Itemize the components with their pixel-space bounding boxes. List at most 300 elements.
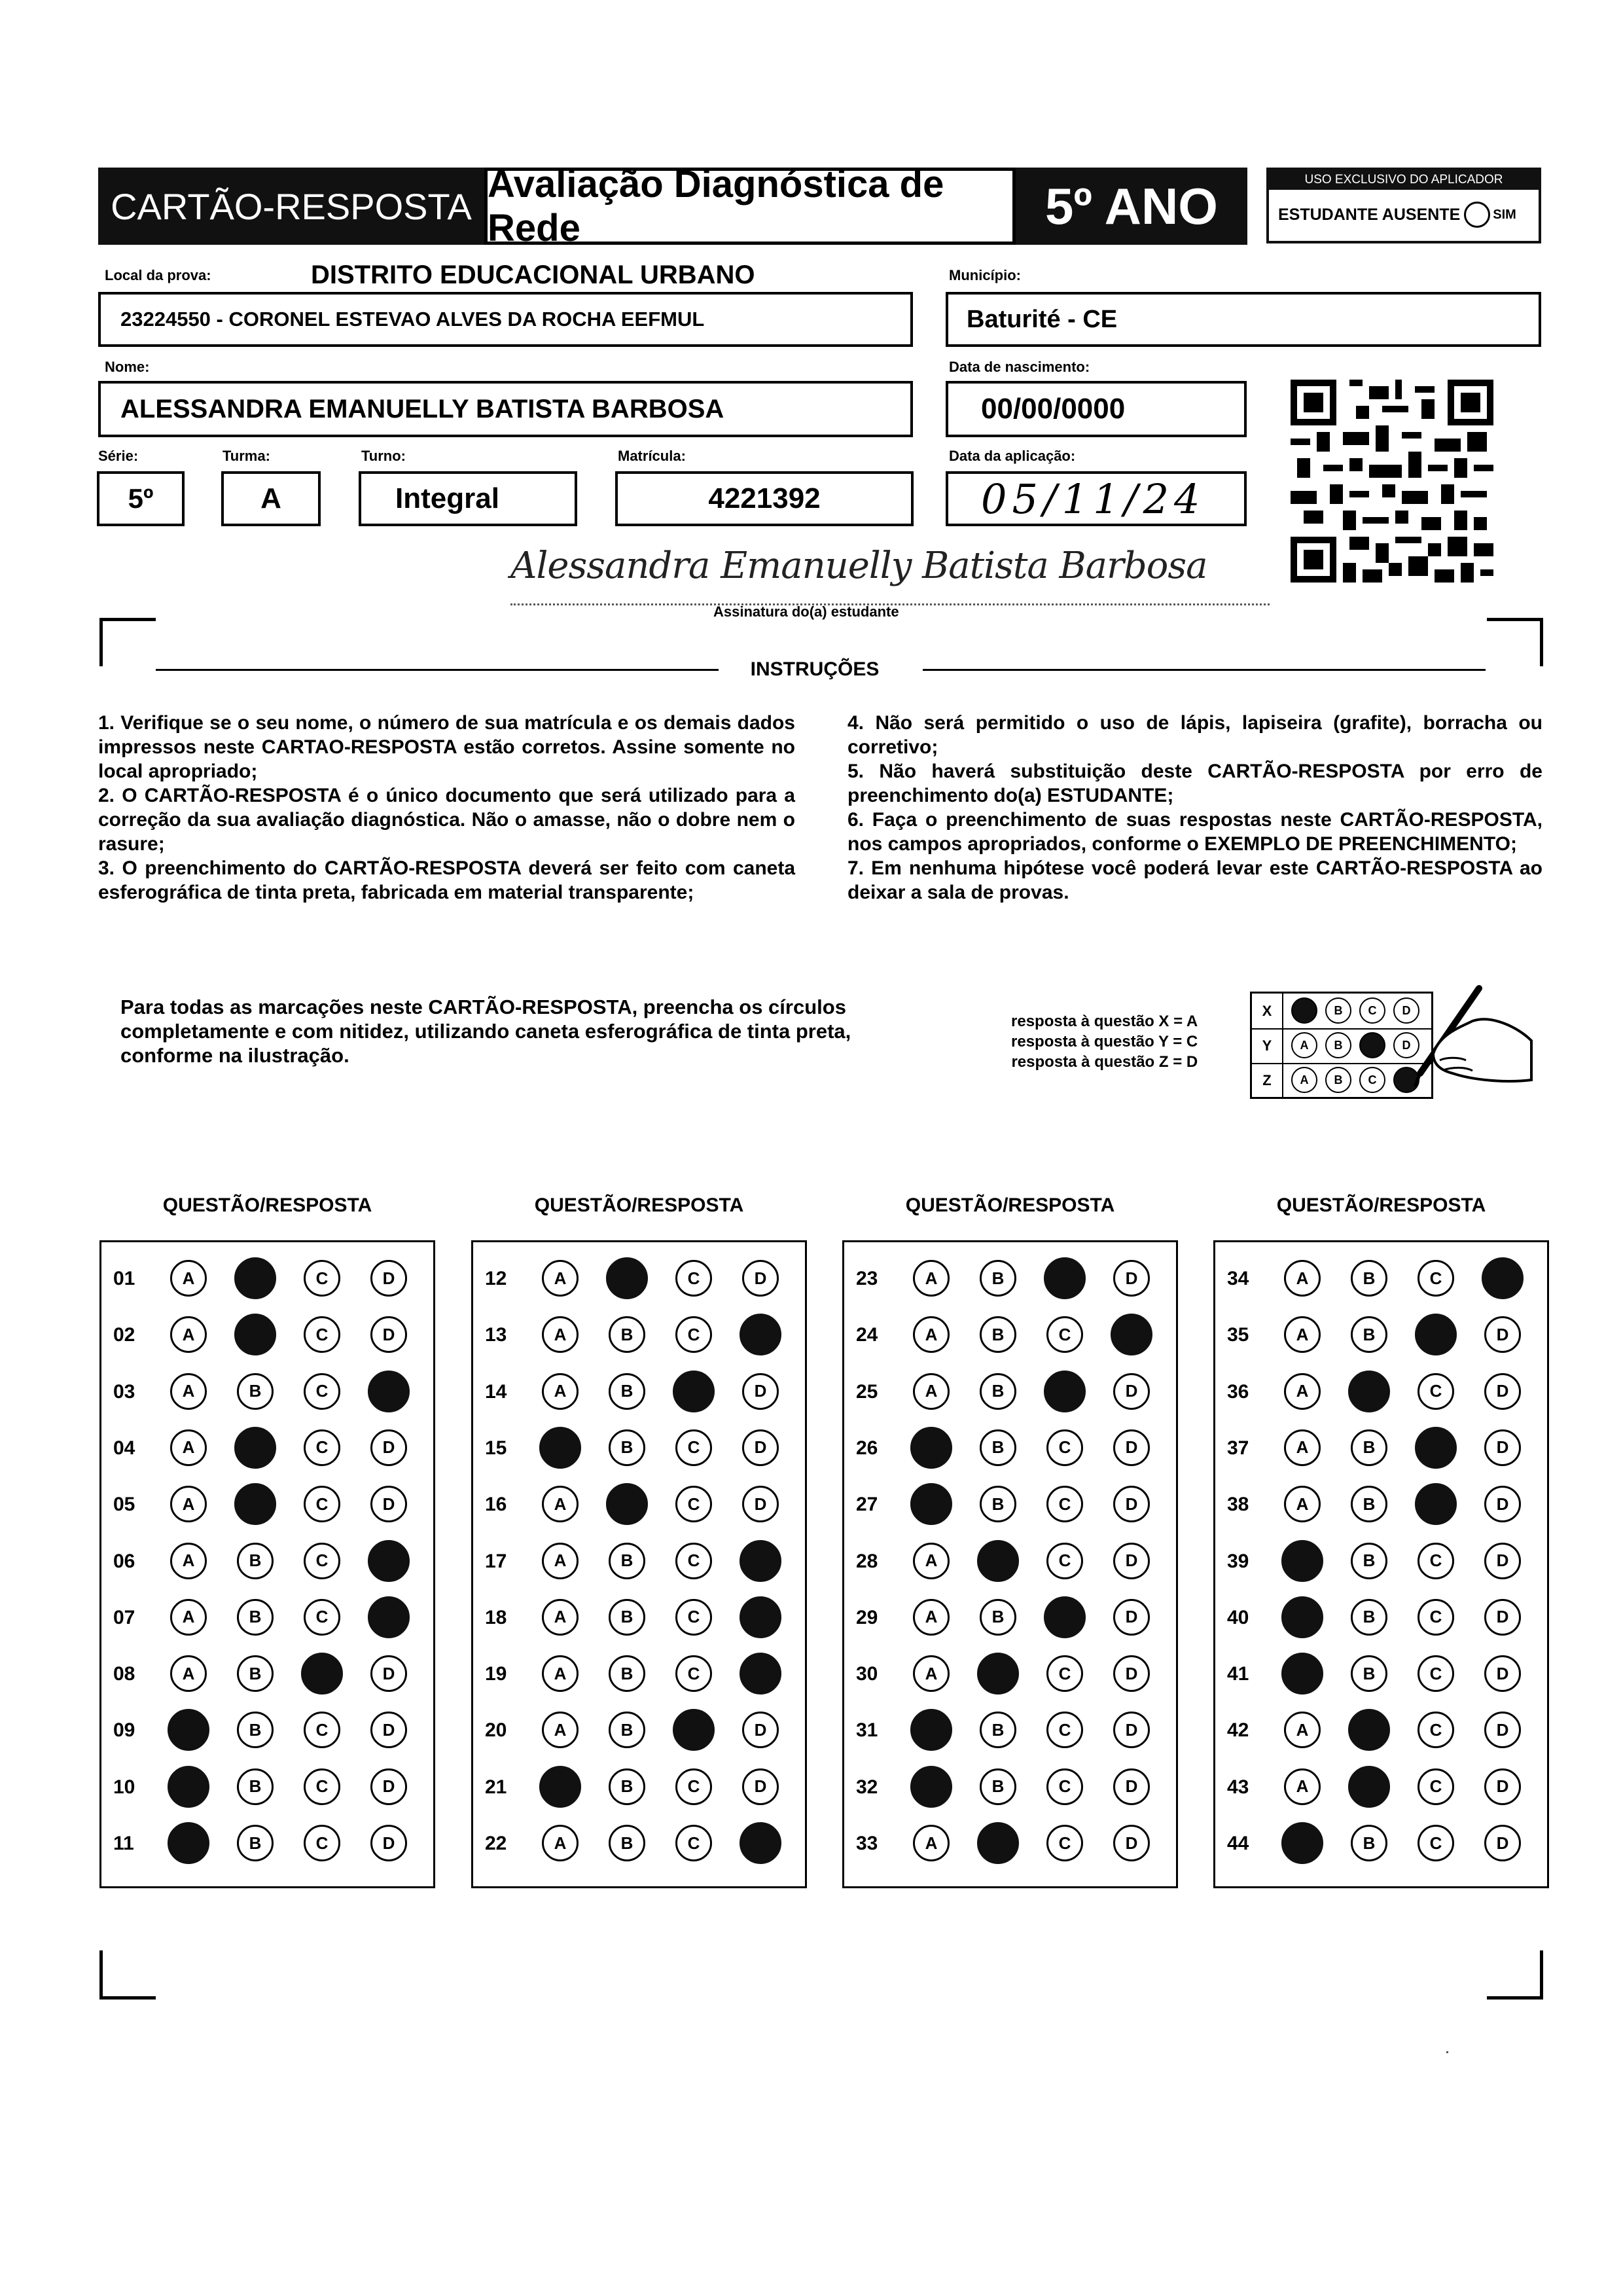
answer-bubble-a[interactable] — [1281, 1653, 1323, 1695]
question-number: 25 — [856, 1380, 878, 1403]
answer-bubble-c[interactable]: C — [675, 1543, 712, 1579]
answer-bubble-a[interactable] — [910, 1709, 952, 1751]
answer-bubble-c[interactable]: C — [1418, 1373, 1454, 1410]
answer-bubble-d[interactable]: D — [1113, 1543, 1150, 1579]
answer-bubble-a[interactable]: A — [542, 1260, 579, 1297]
answer-column-4 — [1213, 1240, 1549, 1888]
answer-bubble-b[interactable]: B — [980, 1768, 1016, 1805]
instructions-title: INSTRUÇÕES — [750, 658, 880, 680]
instruction-2: 2. O CARTÃO-RESPOSTA é o único documento que será utilizado para a correção da sua avaliação diagnóstica. Não o amasse, não o dobre nem o rasure; — [98, 785, 795, 855]
answer-bubble-a[interactable] — [539, 1766, 581, 1808]
answer-bubble-b[interactable]: B — [609, 1429, 645, 1466]
answer-bubble-a[interactable]: A — [913, 1373, 950, 1410]
answer-bubble-b[interactable]: B — [237, 1655, 274, 1692]
column-title: QUESTÃO/RESPOSTA — [905, 1194, 1115, 1216]
answer-bubble-c[interactable]: C — [304, 1768, 340, 1805]
answer-bubble-d[interactable]: D — [1484, 1712, 1521, 1748]
answer-bubble-a[interactable]: A — [170, 1316, 207, 1353]
question-number: 38 — [1227, 1494, 1249, 1516]
question-number: 20 — [485, 1719, 507, 1742]
question-number: 31 — [856, 1719, 878, 1742]
question-row — [1215, 1260, 1547, 1299]
question-row — [473, 1712, 805, 1751]
crop-mark-tr-v — [1540, 618, 1543, 666]
question-row — [101, 1712, 433, 1751]
question-number: 05 — [113, 1494, 135, 1516]
question-number: 29 — [856, 1606, 878, 1628]
question-number: 40 — [1227, 1606, 1249, 1628]
answer-bubble-c[interactable]: C — [1046, 1825, 1083, 1861]
question-number: 07 — [113, 1606, 135, 1628]
question-number: 10 — [113, 1776, 135, 1798]
answer-bubble-a[interactable] — [1281, 1822, 1323, 1864]
answer-bubble-a[interactable]: A — [913, 1316, 950, 1353]
instruction-6: 6. Faça o preenchimento de suas respostas neste CARTÃO-RESPOSTA, nos campos apropriados, conforme o EXEMPLO DE PREENCHIMENTO; — [847, 809, 1543, 855]
answer-bubble-b[interactable]: B — [980, 1260, 1016, 1297]
instruction-3: 3. O preenchimento do CARTÃO-RESPOSTA deverá ser feito com caneta esferográfica de tinta preta, fabricada em material transparente; — [98, 857, 795, 903]
answer-bubble-d[interactable] — [740, 1822, 781, 1864]
answer-bubble-d[interactable]: D — [370, 1260, 407, 1297]
answer-bubble-b[interactable]: B — [1351, 1543, 1387, 1579]
answer-bubble-a[interactable]: A — [913, 1825, 950, 1861]
column-title: QUESTÃO/RESPOSTA — [1276, 1194, 1486, 1216]
turma-label: Turma: — [223, 448, 270, 464]
question-number: 36 — [1227, 1380, 1249, 1403]
example-row-label: X — [1252, 994, 1283, 1028]
question-row — [101, 1543, 433, 1582]
answer-bubble-c[interactable]: C — [675, 1655, 712, 1692]
answer-bubble-b[interactable]: B — [1351, 1260, 1387, 1297]
answer-bubble-a[interactable]: A — [542, 1599, 579, 1636]
answer-bubble-d[interactable] — [1111, 1314, 1152, 1355]
answer-bubble-a[interactable]: A — [542, 1316, 579, 1353]
question-row — [101, 1486, 433, 1525]
answer-bubble-d[interactable]: D — [370, 1655, 407, 1692]
answer-bubble-a[interactable]: A — [913, 1599, 950, 1636]
answer-bubble-a[interactable]: A — [542, 1712, 579, 1748]
answer-bubble-b[interactable]: B — [609, 1655, 645, 1692]
answer-bubble-d[interactable]: D — [742, 1486, 779, 1522]
answer-bubble-c[interactable]: C — [304, 1599, 340, 1636]
answer-bubble-b[interactable] — [1348, 1371, 1390, 1412]
answer-bubble-c[interactable]: C — [304, 1486, 340, 1522]
answer-bubble-c[interactable]: C — [1418, 1599, 1454, 1636]
question-number: 19 — [485, 1663, 507, 1685]
answer-bubble-d[interactable]: D — [370, 1486, 407, 1522]
answer-bubble-b[interactable]: B — [980, 1373, 1016, 1410]
fill-instruction: Para todas as marcações neste CARTÃO-RESPOSTA, preencha os círculos completamente e com nitidez, utilizando caneta esferográfica de tinta preta, conforme na ilustração. — [120, 996, 851, 1067]
question-number: 09 — [113, 1719, 135, 1742]
answer-bubble-d[interactable] — [740, 1314, 781, 1355]
answer-bubble-c[interactable]: C — [675, 1768, 712, 1805]
answer-bubble-b[interactable]: B — [237, 1712, 274, 1748]
nascimento-field: 00/00/0000 — [946, 381, 1247, 437]
answer-bubble-c[interactable]: C — [1046, 1768, 1083, 1805]
answer-bubble-d[interactable]: D — [370, 1825, 407, 1861]
exam-title: Avaliação Diagnóstica de Rede — [484, 168, 1016, 245]
question-row — [1215, 1316, 1547, 1355]
answer-bubble-b[interactable] — [1348, 1766, 1390, 1808]
answer-bubble-a[interactable]: A — [1284, 1712, 1321, 1748]
answer-bubble-d[interactable]: D — [742, 1429, 779, 1466]
answer-bubble-d[interactable]: D — [1113, 1768, 1150, 1805]
answer-bubble-c[interactable]: C — [1046, 1712, 1083, 1748]
answer-bubble-a[interactable]: A — [170, 1429, 207, 1466]
stray-mark — [1446, 2051, 1448, 2053]
answer-bubble-a[interactable] — [1281, 1596, 1323, 1638]
answer-bubble-c[interactable]: C — [675, 1429, 712, 1466]
question-row — [1215, 1825, 1547, 1864]
signature: Alessandra Emanuelly Batista Barbosa — [510, 545, 1270, 605]
answer-bubble-b[interactable] — [234, 1257, 276, 1299]
applicator-box — [1266, 168, 1541, 243]
answer-bubble-d[interactable]: D — [1484, 1655, 1521, 1692]
answer-bubble-d[interactable] — [740, 1540, 781, 1582]
answer-bubble-b[interactable]: B — [980, 1316, 1016, 1353]
answer-bubble-d[interactable] — [1482, 1257, 1524, 1299]
question-row — [844, 1429, 1176, 1469]
answer-bubble-d[interactable]: D — [1113, 1373, 1150, 1410]
answer-bubble-b[interactable]: B — [1351, 1655, 1387, 1692]
answer-bubble-b[interactable]: B — [609, 1543, 645, 1579]
answer-bubble-b[interactable] — [234, 1427, 276, 1469]
answer-bubble-d[interactable]: D — [742, 1260, 779, 1297]
answer-bubble-c[interactable]: C — [304, 1825, 340, 1861]
answer-bubble-d[interactable] — [368, 1596, 410, 1638]
column-title: QUESTÃO/RESPOSTA — [534, 1194, 744, 1216]
answer-bubble-a[interactable]: A — [170, 1655, 207, 1692]
answer-bubble-b[interactable]: B — [237, 1373, 274, 1410]
answer-bubble-c[interactable] — [1044, 1371, 1086, 1412]
answer-bubble-c[interactable]: C — [675, 1825, 712, 1861]
answer-bubble-b[interactable]: B — [1351, 1486, 1387, 1522]
matricula-field: 4221392 — [615, 471, 914, 526]
question-row — [473, 1486, 805, 1525]
crop-mark-br-v — [1540, 1950, 1543, 2000]
question-number: 04 — [113, 1437, 135, 1459]
answer-bubble-c[interactable]: C — [1046, 1316, 1083, 1353]
answer-bubble-b[interactable] — [234, 1314, 276, 1355]
answer-bubble-c[interactable]: C — [675, 1486, 712, 1522]
question-number: 13 — [485, 1324, 507, 1346]
answer-bubble-b[interactable] — [977, 1653, 1019, 1695]
question-number: 21 — [485, 1776, 507, 1798]
answer-bubble-d[interactable] — [368, 1540, 410, 1582]
example-bubble-d: D — [1393, 1032, 1419, 1058]
question-row — [473, 1429, 805, 1469]
question-number: 26 — [856, 1437, 878, 1459]
answer-bubble-b[interactable]: B — [609, 1712, 645, 1748]
answer-bubble-d[interactable]: D — [370, 1316, 407, 1353]
question-number: 17 — [485, 1550, 507, 1572]
question-number: 42 — [1227, 1719, 1249, 1742]
question-row — [844, 1260, 1176, 1299]
absent-option: SIM — [1493, 207, 1516, 222]
answer-bubble-a[interactable]: A — [1284, 1260, 1321, 1297]
answer-bubble-d[interactable]: D — [1113, 1712, 1150, 1748]
answer-bubble-a[interactable] — [910, 1483, 952, 1525]
answer-bubble-a[interactable] — [1281, 1540, 1323, 1582]
turno-field: Integral — [359, 471, 577, 526]
answer-bubble-b[interactable]: B — [1351, 1429, 1387, 1466]
answer-bubble-c[interactable]: C — [1046, 1486, 1083, 1522]
serie-label: Série: — [98, 448, 139, 464]
question-number: 35 — [1227, 1324, 1249, 1346]
answer-bubble-d[interactable] — [740, 1653, 781, 1695]
question-row — [101, 1429, 433, 1469]
answer-bubble-d[interactable]: D — [1484, 1486, 1521, 1522]
answer-bubble-c[interactable]: C — [1046, 1429, 1083, 1466]
answer-bubble-a[interactable]: A — [913, 1543, 950, 1579]
answer-bubble-d[interactable] — [740, 1596, 781, 1638]
answer-bubble-b[interactable] — [606, 1257, 648, 1299]
answer-bubble-b[interactable]: B — [1351, 1316, 1387, 1353]
aplicacao-field: 05/11/24 — [946, 471, 1247, 526]
answer-bubble-a[interactable] — [168, 1709, 209, 1751]
answer-bubble-c[interactable]: C — [304, 1543, 340, 1579]
question-row — [101, 1768, 433, 1808]
question-row — [844, 1825, 1176, 1864]
question-number: 18 — [485, 1606, 507, 1628]
answer-bubble-b[interactable] — [977, 1540, 1019, 1582]
answer-bubble-b[interactable] — [977, 1822, 1019, 1864]
turma-field: A — [221, 471, 321, 526]
answer-bubble-c[interactable]: C — [1046, 1655, 1083, 1692]
answer-bubble-d[interactable]: D — [742, 1373, 779, 1410]
serie-field: 5º — [97, 471, 185, 526]
question-row — [844, 1316, 1176, 1355]
answer-bubble-c[interactable] — [673, 1709, 715, 1751]
answer-bubble-a[interactable]: A — [1284, 1486, 1321, 1522]
question-number: 14 — [485, 1380, 507, 1403]
question-row — [844, 1655, 1176, 1695]
question-row — [101, 1260, 433, 1299]
answer-bubble-b[interactable]: B — [609, 1825, 645, 1861]
answer-bubble-d[interactable]: D — [1113, 1260, 1150, 1297]
answer-bubble-c[interactable]: C — [1418, 1260, 1454, 1297]
answer-bubble-a[interactable]: A — [542, 1543, 579, 1579]
answer-bubble-a[interactable] — [168, 1822, 209, 1864]
answer-bubble-d[interactable]: D — [1113, 1429, 1150, 1466]
answer-bubble-d[interactable]: D — [1484, 1316, 1521, 1353]
question-number: 08 — [113, 1663, 135, 1685]
answer-bubble-a[interactable]: A — [1284, 1373, 1321, 1410]
question-row — [473, 1768, 805, 1808]
question-number: 22 — [485, 1833, 507, 1854]
answer-bubble-a[interactable]: A — [913, 1655, 950, 1692]
answer-column-1 — [99, 1240, 435, 1888]
question-row — [473, 1260, 805, 1299]
answer-bubble-b[interactable]: B — [237, 1768, 274, 1805]
answer-bubble-d[interactable]: D — [742, 1712, 779, 1748]
answer-bubble-d[interactable]: D — [1113, 1825, 1150, 1861]
answer-bubble-c[interactable] — [301, 1653, 343, 1695]
answer-bubble-d[interactable]: D — [370, 1429, 407, 1466]
answer-bubble-b[interactable]: B — [609, 1768, 645, 1805]
answer-bubble-b[interactable]: B — [237, 1825, 274, 1861]
municipio-field: Baturité - CE — [946, 292, 1541, 347]
answer-bubble-a[interactable]: A — [170, 1543, 207, 1579]
answer-bubble-c[interactable] — [1044, 1596, 1086, 1638]
example-bubble-c — [1359, 1032, 1385, 1058]
answer-bubble-c[interactable] — [1415, 1314, 1457, 1355]
answer-bubble-d[interactable]: D — [1484, 1429, 1521, 1466]
instructions-left — [98, 711, 795, 905]
answer-bubble-d[interactable]: D — [370, 1712, 407, 1748]
answer-bubble-b[interactable]: B — [609, 1599, 645, 1636]
answer-bubble-a[interactable]: A — [1284, 1316, 1321, 1353]
answer-bubble-d[interactable]: D — [1113, 1486, 1150, 1522]
question-row — [473, 1599, 805, 1638]
example-bubble-c: C — [1359, 997, 1385, 1024]
question-number: 34 — [1227, 1268, 1249, 1289]
answer-bubble-a[interactable]: A — [542, 1655, 579, 1692]
absent-checkbox[interactable] — [1464, 202, 1490, 228]
example-line-x: resposta à questão X = A — [1011, 1013, 1198, 1030]
municipio-label: Município: — [949, 267, 1021, 283]
answer-bubble-c[interactable] — [1415, 1427, 1457, 1469]
answer-bubble-b[interactable]: B — [609, 1316, 645, 1353]
answer-bubble-a[interactable] — [168, 1766, 209, 1808]
question-row — [473, 1316, 805, 1355]
answer-bubble-d[interactable]: D — [370, 1768, 407, 1805]
answer-bubble-c[interactable]: C — [304, 1260, 340, 1297]
answer-bubble-a[interactable]: A — [542, 1825, 579, 1861]
question-row — [844, 1768, 1176, 1808]
answer-bubble-d[interactable]: D — [1484, 1599, 1521, 1636]
question-number: 41 — [1227, 1663, 1249, 1685]
answer-bubble-b[interactable] — [1348, 1709, 1390, 1751]
answer-bubble-b[interactable]: B — [980, 1599, 1016, 1636]
question-row — [1215, 1655, 1547, 1695]
example-bubble-b: B — [1325, 1067, 1351, 1093]
matricula-label: Matrícula: — [618, 448, 686, 464]
answer-bubble-d[interactable]: D — [1113, 1599, 1150, 1636]
answer-bubble-d[interactable]: D — [1484, 1825, 1521, 1861]
answer-bubble-a[interactable]: A — [170, 1599, 207, 1636]
question-number: 12 — [485, 1268, 507, 1289]
answer-bubble-c[interactable]: C — [1046, 1543, 1083, 1579]
signature-label: Assinatura do(a) estudante — [713, 603, 899, 620]
question-row — [1215, 1373, 1547, 1412]
question-row — [1215, 1599, 1547, 1638]
answer-bubble-a[interactable] — [910, 1766, 952, 1808]
answer-bubble-c[interactable]: C — [304, 1316, 340, 1353]
answer-bubble-b[interactable] — [606, 1483, 648, 1525]
answer-bubble-b[interactable]: B — [980, 1429, 1016, 1466]
question-row — [844, 1599, 1176, 1638]
question-row — [473, 1825, 805, 1864]
answer-bubble-c[interactable]: C — [1418, 1825, 1454, 1861]
answer-bubble-b[interactable]: B — [980, 1712, 1016, 1748]
question-number: 28 — [856, 1550, 878, 1572]
answer-bubble-c[interactable]: C — [675, 1260, 712, 1297]
crop-mark-bl-v — [99, 1950, 103, 2000]
grade-title: 5º ANO — [1016, 168, 1247, 245]
instruction-5: 5. Não haverá substituição deste CARTÃO-RESPOSTA por erro de preenchimento do(a) ESTUDANTE; — [847, 761, 1543, 806]
answer-bubble-c[interactable] — [1044, 1257, 1086, 1299]
question-number: 43 — [1227, 1776, 1249, 1798]
local-label: Local da prova: — [105, 267, 211, 283]
answer-bubble-c[interactable] — [673, 1371, 715, 1412]
question-row — [101, 1373, 433, 1412]
question-row — [473, 1543, 805, 1582]
answer-bubble-d[interactable]: D — [1113, 1655, 1150, 1692]
answer-bubble-a[interactable]: A — [913, 1260, 950, 1297]
example-bubble-b: B — [1325, 997, 1351, 1024]
crop-mark-br — [1487, 1996, 1543, 2000]
answer-bubble-c[interactable]: C — [304, 1429, 340, 1466]
answer-bubble-b[interactable]: B — [609, 1373, 645, 1410]
answer-bubble-a[interactable]: A — [1284, 1768, 1321, 1805]
answer-bubble-b[interactable]: B — [1351, 1825, 1387, 1861]
example-row-label: Y — [1252, 1028, 1283, 1063]
answer-bubble-c[interactable]: C — [1418, 1543, 1454, 1579]
answer-bubble-d[interactable]: D — [742, 1768, 779, 1805]
answer-bubble-c[interactable] — [1415, 1483, 1457, 1525]
answer-bubble-b[interactable]: B — [237, 1599, 274, 1636]
question-row — [844, 1712, 1176, 1751]
question-number: 44 — [1227, 1833, 1249, 1854]
instructions-divider-right — [923, 669, 1486, 671]
school-field: 23224550 - CORONEL ESTEVAO ALVES DA ROCHA EEFMUL — [98, 292, 913, 347]
answer-bubble-d[interactable]: D — [1484, 1768, 1521, 1805]
answer-bubble-c[interactable]: C — [675, 1316, 712, 1353]
card-title: CARTÃO-RESPOSTA — [98, 168, 484, 245]
answer-bubble-b[interactable]: B — [980, 1486, 1016, 1522]
answer-bubble-b[interactable]: B — [1351, 1599, 1387, 1636]
question-number: 39 — [1227, 1550, 1249, 1572]
answer-bubble-a[interactable]: A — [542, 1373, 579, 1410]
answer-bubble-d[interactable] — [368, 1371, 410, 1412]
answer-bubble-a[interactable]: A — [542, 1486, 579, 1522]
answer-bubble-d[interactable]: D — [1484, 1373, 1521, 1410]
question-row — [1215, 1543, 1547, 1582]
instructions-right — [847, 711, 1543, 905]
example-line-y: resposta à questão Y = C — [1011, 1033, 1198, 1050]
answer-bubble-c[interactable]: C — [1418, 1768, 1454, 1805]
answer-bubble-c[interactable]: C — [1418, 1655, 1454, 1692]
question-row — [1215, 1429, 1547, 1469]
example-bubble-b: B — [1325, 1032, 1351, 1058]
answer-bubble-b[interactable] — [234, 1483, 276, 1525]
answer-bubble-c[interactable]: C — [675, 1599, 712, 1636]
answer-bubble-a[interactable] — [539, 1427, 581, 1469]
answer-bubble-c[interactable]: C — [304, 1712, 340, 1748]
answer-bubble-c[interactable]: C — [304, 1373, 340, 1410]
answer-bubble-a[interactable]: A — [170, 1260, 207, 1297]
example-bubble-c: C — [1359, 1067, 1385, 1093]
example-bubble-d: D — [1393, 997, 1419, 1024]
answer-bubble-a[interactable] — [910, 1427, 952, 1469]
question-row — [101, 1599, 433, 1638]
answer-bubble-a[interactable]: A — [170, 1373, 207, 1410]
question-row — [1215, 1768, 1547, 1808]
answer-bubble-b[interactable]: B — [237, 1543, 274, 1579]
answer-bubble-a[interactable]: A — [1284, 1429, 1321, 1466]
answer-bubble-a[interactable]: A — [170, 1486, 207, 1522]
example-legend — [1011, 1011, 1198, 1072]
example-bubble-a: A — [1291, 1067, 1317, 1093]
answer-bubble-d[interactable]: D — [1484, 1543, 1521, 1579]
question-number: 32 — [856, 1776, 878, 1798]
answer-bubble-c[interactable]: C — [1418, 1712, 1454, 1748]
nome-field: ALESSANDRA EMANUELLY BATISTA BARBOSA — [98, 381, 913, 437]
question-number: 15 — [485, 1437, 507, 1459]
answer-column-3 — [842, 1240, 1178, 1888]
crop-mark-tr — [1487, 618, 1543, 621]
crop-mark-tl-v — [99, 618, 103, 666]
